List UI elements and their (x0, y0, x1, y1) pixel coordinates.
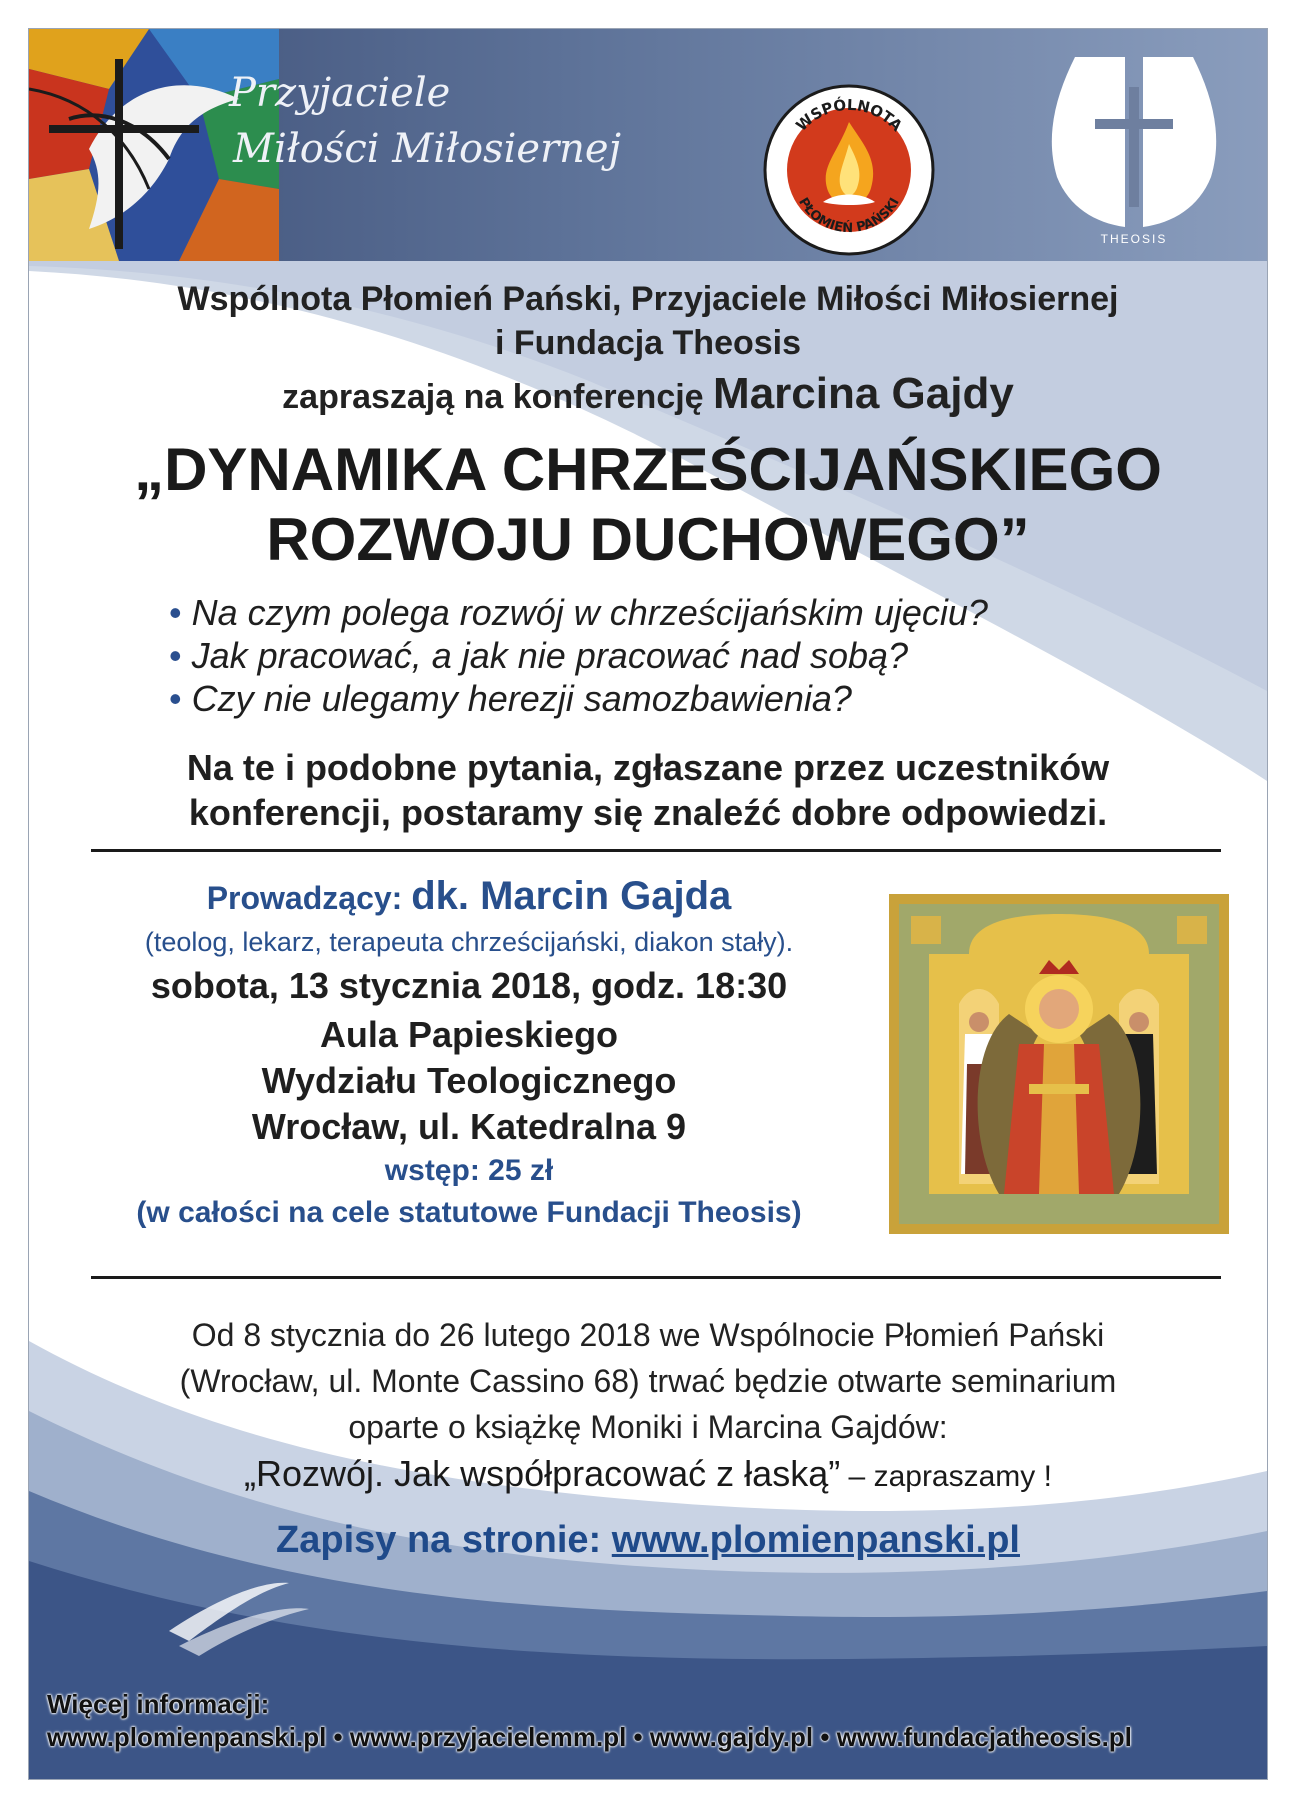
organizers (29, 277, 1267, 365)
signup-label: Zapisy na stronie: (276, 1519, 602, 1561)
book-invite-rest: – zapraszamy ! (840, 1460, 1052, 1493)
leader (69, 874, 869, 919)
organizers-line-2: i Fundacja Theosis (494, 324, 802, 362)
footer-more-info (47, 1689, 1132, 1753)
signup (29, 1519, 1267, 1562)
more-info-label: Więcej informacji: (47, 1689, 270, 1719)
leader-name: dk. Marcin Gajda (411, 874, 732, 918)
event-venue (69, 1012, 869, 1150)
event-date: sobota, 13 stycznia 2018, godz. 18:30 (150, 965, 788, 1006)
book-title: „Rozwój. Jak współpracować z łaską” (244, 1453, 841, 1494)
entry-fee-note: (w całości na cele statutowe Fundacji Theosis) (136, 1196, 802, 1229)
leader-label: Prowadzący: (206, 880, 403, 916)
link-separator: • (326, 1722, 350, 1752)
footer-link-przyjacielemm[interactable]: www.przyjacielemm.pl (349, 1722, 627, 1752)
footer-link-gajdy[interactable]: www.gajdy.pl (649, 1722, 814, 1752)
seminar-line-3: oparte o książkę Moniki i Marcina Gajdów: (348, 1409, 948, 1445)
poster-content (29, 29, 1267, 1779)
title-line-1: „DYNAMIKA CHRZEŚCIJAŃSKIEGO (134, 436, 1162, 503)
invitation-text: zapraszają na konferencję (282, 378, 704, 416)
seminar-info (29, 1312, 1267, 1450)
brand-line-2: Miłości Miłosiernej (233, 126, 621, 172)
question-item: • Na czym polega rozwój w chrześcijańskim ujęciu? (169, 591, 988, 634)
link-separator: • (626, 1722, 650, 1752)
poster (28, 28, 1268, 1780)
signup-link[interactable]: www.plomienpanski.pl (611, 1519, 1020, 1561)
divider-top (91, 849, 1221, 852)
organizers-line-1: Wspólnota Płomień Pański, Przyjaciele Miłości Miłosiernej (177, 280, 1119, 318)
brand-line-1: Przyjaciele (229, 70, 451, 116)
seminar-line-2: (Wrocław, ul. Monte Cassino 68) trwać będzie otwarte seminarium (179, 1363, 1117, 1399)
badge-bottom-text: PŁOMIEŃ PAŃSKI (795, 195, 903, 237)
answer-line-2: konferencji, postaramy się znaleźć dobre odpowiedzi. (188, 792, 1108, 833)
footer-links (47, 1722, 1132, 1753)
title-line-2: ROZWOJU DUCHOWEGO” (266, 506, 1030, 573)
venue-line-2: Wydziału Teologicznego (261, 1060, 677, 1101)
question-item: • Czy nie ulegamy herezji samozbawienia? (169, 677, 988, 720)
question-item: • Jak pracować, a jak nie pracować nad sobą? (169, 634, 988, 677)
invitation-speaker: Marcina Gajdy (713, 369, 1014, 418)
footer-link-plomienpanski[interactable]: www.plomienpanski.pl (47, 1722, 327, 1752)
entry-fee: wstęp: 25 zł (384, 1154, 554, 1187)
seminar-line-1: Od 8 stycznia do 26 lutego 2018 we Wspólnocie Płomień Pański (191, 1317, 1105, 1353)
badge-top-text: WSPÓLNOTA (792, 95, 906, 135)
angel-icon-painting (889, 894, 1229, 1234)
link-separator: • (813, 1722, 837, 1752)
theosis-label: THEOSIS (1100, 232, 1168, 246)
leader-description: (teolog, lekarz, terapeuta chrześcijański, diakon stały). (144, 927, 794, 957)
question-list (169, 591, 988, 720)
divider-bottom (91, 1276, 1221, 1279)
invitation (29, 369, 1267, 419)
answer-line-1: Na te i podobne pytania, zgłaszane przez uczestników (186, 747, 1110, 788)
venue-line-1: Aula Papieskiego (319, 1014, 619, 1055)
answer-statement (29, 745, 1267, 835)
book-invitation (29, 1453, 1267, 1495)
footer-link-fundacjatheosis[interactable]: www.fundacjatheosis.pl (836, 1722, 1132, 1752)
venue-line-3: Wrocław, ul. Katedralna 9 (251, 1106, 687, 1147)
conference-title (29, 435, 1267, 575)
